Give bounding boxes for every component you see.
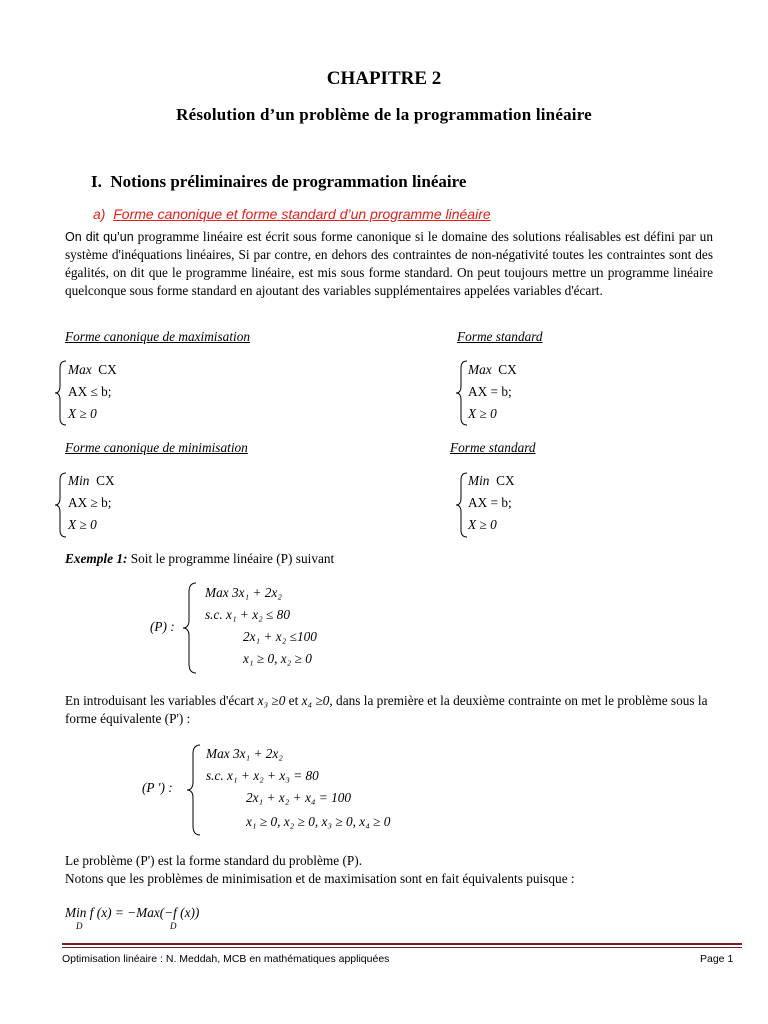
section-heading (91, 172, 466, 192)
program-p-line-1: Max 3x₁ + 2x₂ (205, 585, 282, 600)
intro-paragraph (65, 228, 713, 300)
slack-variables-paragraph: En introduisant les variables d'écart x₃ ≥0 et x₄ ≥0, dans la première et la deuxième contrainte on met le problème sous la forme équivalente (P') : (65, 693, 708, 726)
program-pp-line-4: x₁ ≥ 0, x₂ ≥ 0, x₃ ≥ 0, x₄ ≥ 0 (246, 814, 391, 829)
program-pp-line-3: 2x₁ + x₂ + x₄ = 100 (246, 790, 352, 805)
chapter-subtitle: Résolution d’un problème de la programmation linéaire (176, 105, 592, 124)
section-number: I. (91, 172, 102, 191)
footer-divider (62, 943, 742, 945)
intro-first-words: On dit qu’un (65, 230, 134, 244)
brace-icon (455, 360, 469, 426)
program-p-line-4: x₁ ≥ 0, x₂ ≥ 0 (243, 651, 312, 666)
example-intro (65, 551, 334, 567)
intro-text: programme linéaire est écrit sous forme canonique si le domaine des solutions réalisables est défini par un système d'inéquations linéaires, Si par contre, en dehors des contraintes de non-négativité toutes les contraintes sont des égalités, on dit que le programme linéaire, est mis sous forme standard. On peut toujours mettre un programme linéaire quelconque sous forme standard en ajoutant des variables supplémentaires appelées variables d'écart. (65, 229, 713, 298)
brace-icon (455, 472, 469, 538)
system-max-standard: Max CX AX = b; X ≥ 0 (468, 362, 517, 421)
program-pp-name: (P ') : (142, 780, 173, 795)
formula-subscript-d-2: D (170, 921, 177, 931)
section-title: Notions préliminaires de programmation linéaire (110, 172, 467, 191)
brace-icon (186, 744, 202, 836)
footer-page-number: Page 1 (700, 953, 734, 965)
formula-subscript-d-1: D (76, 921, 83, 931)
label-max-canonical: Forme canonique de maximisation (65, 329, 251, 344)
system-min-standard: Min CX AX = b; X ≥ 0 (468, 473, 515, 532)
label-min-standard: Forme standard (450, 440, 536, 455)
program-p-name: (P) : (150, 619, 175, 634)
label-min-canonical: Forme canonique de minimisation (65, 440, 248, 455)
label-max-standard: Forme standard (457, 329, 543, 344)
program-p-line-2: s.c. x₁ + x₂ ≤ 80 (205, 607, 290, 622)
system-min-canonical: Min CX AX ≥ b; X ≥ 0 (68, 473, 115, 532)
conclusion-line-1: Le problème (P') est la forme standard du problème (P). (65, 853, 363, 868)
brace-icon (182, 582, 198, 674)
example-text: Soit le programme linéaire (P) suivant (127, 551, 335, 566)
chapter-title: CHAPITRE 2 (326, 68, 442, 89)
brace-icon (54, 472, 68, 538)
program-p-line-3: 2x₁ + x₂ ≤100 (243, 629, 317, 644)
equivalence-formula: Min f (x) = −Max(−f (x)) (65, 905, 200, 920)
subsection-title: Forme canonique et forme standard d’un programme linéaire (113, 206, 491, 222)
brace-icon (54, 360, 68, 426)
footer-divider-thin (62, 947, 742, 948)
subsection-heading (93, 206, 491, 222)
footer-author: Optimisation linéaire : N. Meddah, MCB en mathématiques appliquées (62, 953, 390, 965)
system-max-canonical: Max CX AX ≤ b; X ≥ 0 (68, 362, 117, 421)
example-label: Exemple 1: (65, 551, 128, 566)
program-pp-line-1: Max 3x₁ + 2x₂ (206, 746, 283, 761)
subsection-letter: a) (93, 206, 106, 222)
program-pp-line-2: s.c. x₁ + x₂ + x₃ = 80 (206, 768, 319, 783)
conclusion-line-2: Notons que les problèmes de minimisation et de maximisation sont en fait équivalents puisque : (65, 871, 575, 886)
